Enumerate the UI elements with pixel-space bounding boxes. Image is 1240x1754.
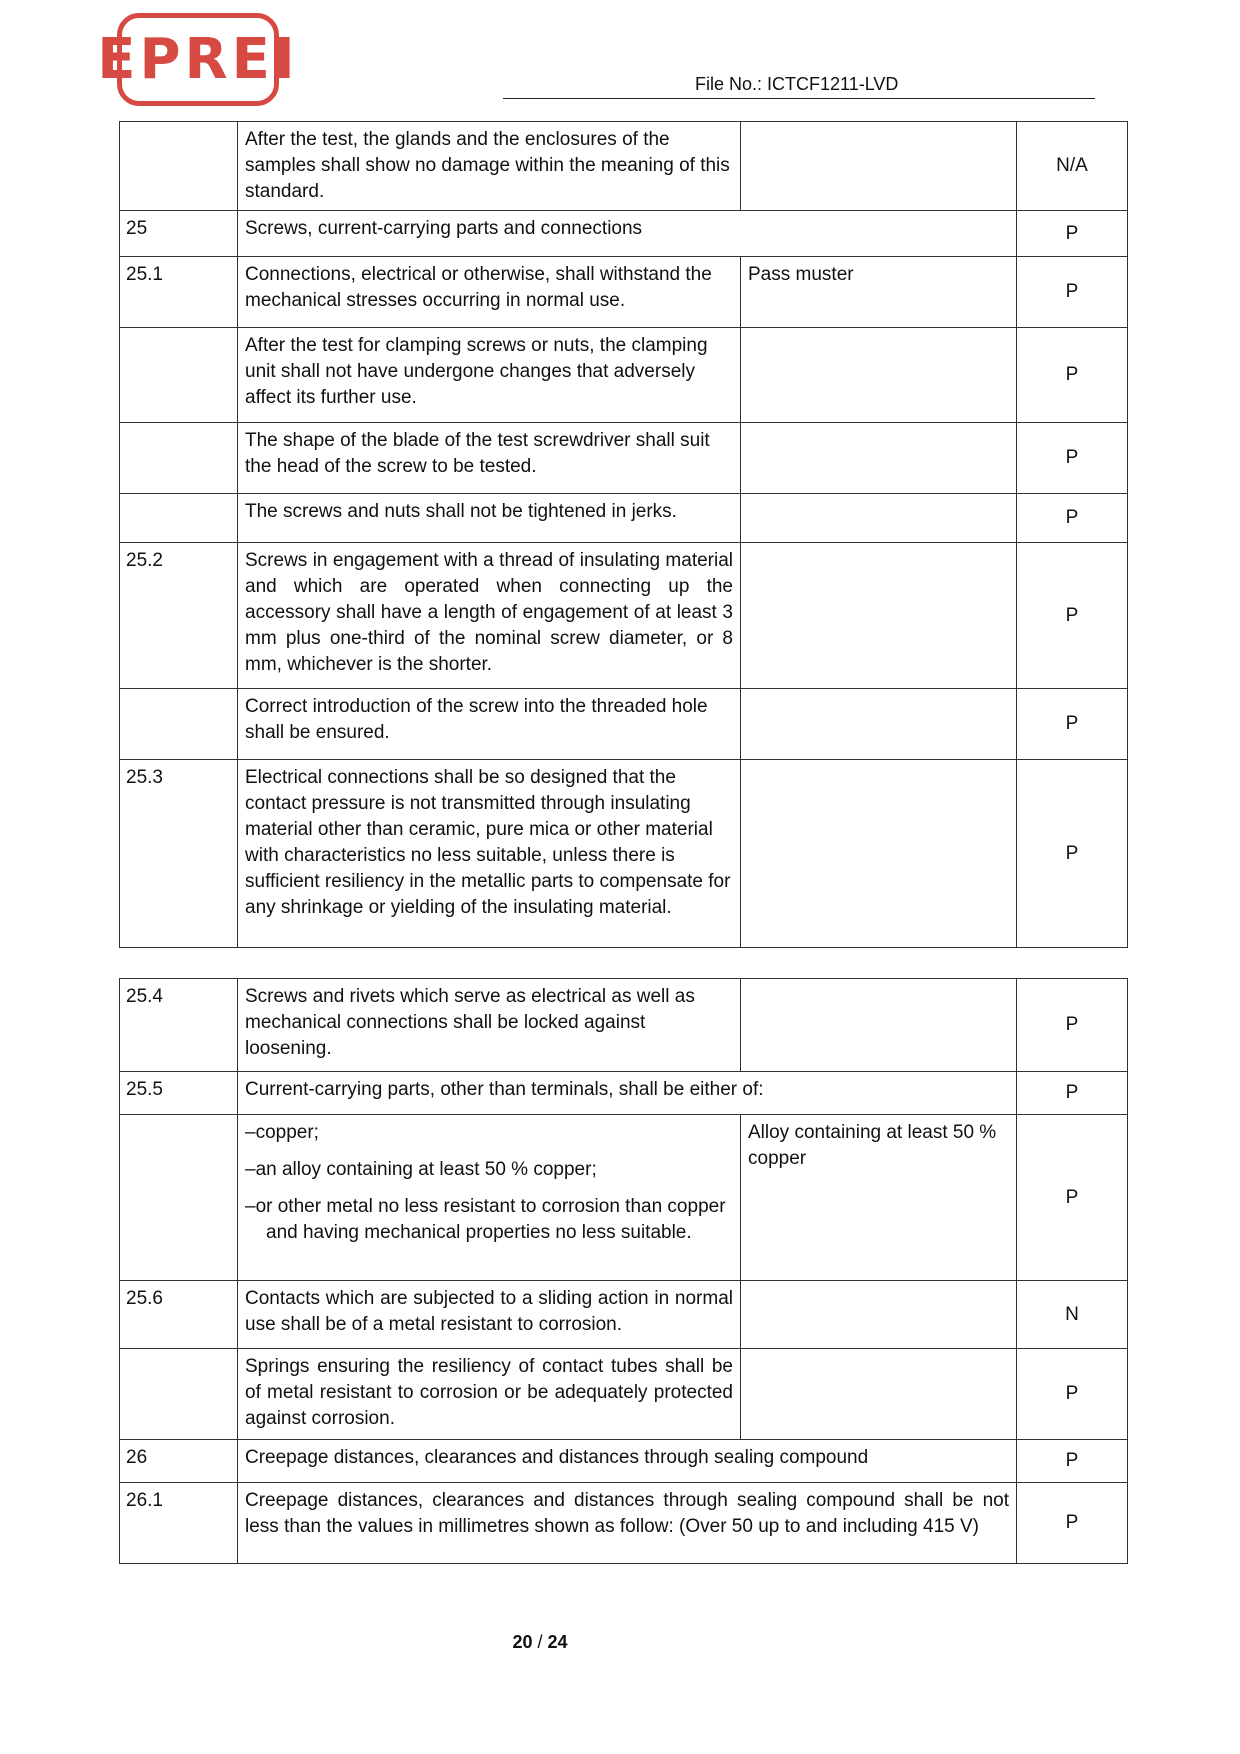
clause-cell	[120, 328, 238, 423]
table-row	[120, 1072, 1128, 1115]
verdict-cell: P	[1017, 257, 1128, 328]
requirement-cell: Creepage distances, clearances and distances through sealing compound shall be not less than the values in millimetres shown as follow: (Over 50 up to and including 415 V)	[238, 1483, 1017, 1564]
verdict-cell: P	[1017, 494, 1128, 543]
clause-cell: 25	[120, 211, 238, 257]
verdict-cell: P	[1017, 1115, 1128, 1281]
table-row	[120, 494, 1128, 543]
verdict-cell: P	[1017, 328, 1128, 423]
table-row	[120, 328, 1128, 423]
table-row	[120, 1281, 1128, 1349]
clause-cell	[120, 423, 238, 494]
remark-cell	[741, 423, 1017, 494]
table-row	[120, 257, 1128, 328]
remark-cell	[741, 122, 1017, 211]
clause-cell	[120, 122, 238, 211]
clause-cell: 25.6	[120, 1281, 238, 1349]
logo-text: EPREI	[97, 26, 299, 92]
remark-cell: Pass muster	[741, 257, 1017, 328]
list-item: –or other metal no less resistant to corrosion than copper and having mechanical properties no less suitable.	[245, 1196, 726, 1243]
clause-cell: 25.3	[120, 760, 238, 948]
page-separator: /	[537, 1632, 543, 1652]
requirement-cell: Springs ensuring the resiliency of contact tubes shall be of metal resistant to corrosion or be adequately protected against corrosion.	[238, 1349, 741, 1440]
list-item: –an alloy containing at least 50 % copper;	[245, 1159, 597, 1180]
verdict-cell: N/A	[1017, 122, 1128, 211]
table-row	[120, 423, 1128, 494]
verdict-cell: N	[1017, 1281, 1128, 1349]
verdict-cell: P	[1017, 543, 1128, 689]
clause-cell	[120, 1115, 238, 1281]
verdict-cell: P	[1017, 423, 1128, 494]
remark-cell	[741, 979, 1017, 1072]
verdict-cell: P	[1017, 979, 1128, 1072]
remark-cell	[741, 494, 1017, 543]
table-row	[120, 211, 1128, 257]
table-row	[120, 543, 1128, 689]
remark-cell	[741, 760, 1017, 948]
table-row	[120, 122, 1128, 211]
clause-cell: 26.1	[120, 1483, 238, 1564]
clause-cell: 26	[120, 1440, 238, 1483]
test-results-table-2	[119, 978, 1128, 1564]
requirement-cell: Screws in engagement with a thread of insulating material and which are operated when connecting up the accessory shall have a length of engagement of at least 3 mm plus one-third of the nominal screw diameter, or 8 mm, whichever is the shorter.	[238, 543, 741, 689]
page-total: 24	[547, 1632, 568, 1652]
remark-cell	[741, 1281, 1017, 1349]
test-results-table-1	[119, 121, 1128, 948]
clause-cell: 25.5	[120, 1072, 238, 1115]
eprei-logo	[97, 13, 299, 106]
table-row	[120, 760, 1128, 948]
remark-cell	[741, 328, 1017, 423]
verdict-cell: P	[1017, 760, 1128, 948]
page-current: 20	[512, 1632, 533, 1652]
requirement-cell: Electrical connections shall be so designed that the contact pressure is not transmitted through insulating material other than ceramic, pure mica or other material with characteristics no less suitable, unless there is sufficient resiliency in the metallic parts to compensate for any shrinkage or yielding of the insulating material.	[238, 760, 741, 948]
header-rule	[503, 98, 1095, 99]
table-row	[120, 979, 1128, 1072]
table-row	[120, 1483, 1128, 1564]
clause-cell: 25.1	[120, 257, 238, 328]
table-row	[120, 1440, 1128, 1483]
remark-cell	[741, 689, 1017, 760]
remark-cell	[741, 1349, 1017, 1440]
verdict-cell: P	[1017, 1440, 1128, 1483]
requirement-cell: Connections, electrical or otherwise, shall withstand the mechanical stresses occurring in normal use.	[238, 257, 741, 328]
requirement-cell: Creepage distances, clearances and distances through sealing compound	[238, 1440, 1017, 1483]
clause-cell: 25.4	[120, 979, 238, 1072]
clause-cell	[120, 1349, 238, 1440]
verdict-cell: P	[1017, 211, 1128, 257]
requirement-cell: Screws, current-carrying parts and connections	[238, 211, 1017, 257]
requirement-cell: Screws and rivets which serve as electrical as well as mechanical connections shall be locked against loosening.	[238, 979, 741, 1072]
page-number	[0, 1632, 1080, 1653]
verdict-cell: P	[1017, 1349, 1128, 1440]
clause-cell	[120, 689, 238, 760]
verdict-cell: P	[1017, 689, 1128, 760]
requirement-list-cell	[238, 1115, 741, 1281]
requirement-cell: Correct introduction of the screw into the threaded hole shall be ensured.	[238, 689, 741, 760]
table-row	[120, 1349, 1128, 1440]
requirement-cell: Contacts which are subjected to a sliding action in normal use shall be of a metal resistant to corrosion.	[238, 1281, 741, 1349]
file-number: File No.: ICTCF1211-LVD	[695, 74, 899, 94]
verdict-cell: P	[1017, 1072, 1128, 1115]
verdict-cell: P	[1017, 1483, 1128, 1564]
requirement-cell: The shape of the blade of the test screwdriver shall suit the head of the screw to be tested.	[238, 423, 741, 494]
requirement-cell: After the test, the glands and the enclosures of the samples shall show no damage within the meaning of this standard.	[238, 122, 741, 211]
remark-cell	[741, 543, 1017, 689]
clause-cell	[120, 494, 238, 543]
clause-cell: 25.2	[120, 543, 238, 689]
requirement-cell: Current-carrying parts, other than terminals, shall be either of:	[238, 1072, 1017, 1115]
requirement-cell: After the test for clamping screws or nuts, the clamping unit shall not have undergone changes that adversely affect its further use.	[238, 328, 741, 423]
requirement-cell: The screws and nuts shall not be tightened in jerks.	[238, 494, 741, 543]
table-row	[120, 1115, 1128, 1281]
table-row	[120, 689, 1128, 760]
remark-cell: Alloy containing at least 50 % copper	[741, 1115, 1017, 1281]
list-item: –copper;	[245, 1122, 319, 1143]
